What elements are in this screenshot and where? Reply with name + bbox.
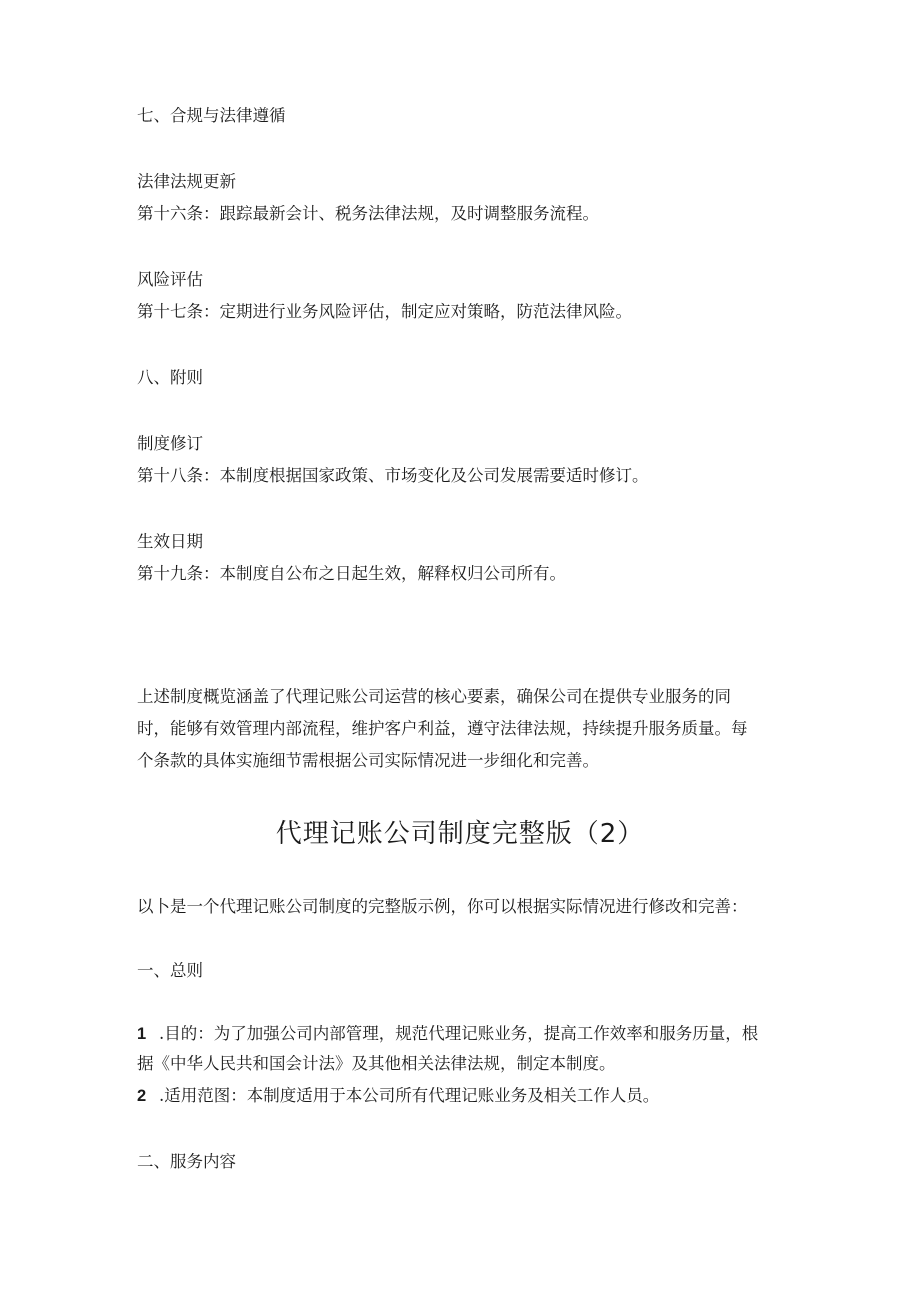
item-1-text: .目的：为了加强公司内部管理，规范代理记账业务，提高工作效率和服务历量，根 <box>159 1024 759 1043</box>
summary-line-2: 时，能够有效管理内部流程，维护客户利益，遵守法律法规，持续提升服务质量。每 <box>137 719 748 738</box>
doc2-item-2-line-1 <box>137 1086 659 1106</box>
item-2-text: .适用范图：本制度适用于本公司所有代理记账业务及相关工作人员。 <box>159 1086 660 1105</box>
section-7-sub1-title: 法律法规更新 <box>137 172 236 191</box>
summary-line-1: 上述制度概览涵盖了代理记账公司运营的核心要素，确保公司在提供专业服务的同 <box>137 687 731 706</box>
article-18-text: 第十八条：本制度根据国家政策、市场变化及公司发展需要适时修订。 <box>137 466 649 485</box>
doc2-item-1-line-1 <box>137 1024 758 1044</box>
doc2-section-1-heading: 一、总则 <box>137 961 203 980</box>
section-7-sub2-title: 风险评估 <box>137 270 203 289</box>
section-7-heading: 七、合规与法律遵循 <box>137 106 286 125</box>
section-8-sub2-title: 生效日期 <box>137 532 203 551</box>
article-19-text: 第十九条：本制度自公布之日起生效，解释权归公司所有。 <box>137 564 566 583</box>
doc2-title: 代理记账公司制度完整版（2） <box>275 819 645 849</box>
article-16-text: 第十六条：跟踪最新会计、税务法律法规，及时调整服务流程。 <box>137 204 599 223</box>
section-8-heading: 八、附则 <box>137 368 203 387</box>
article-17-text: 第十七条：定期进行业务风险评估，制定应对策略，防范法律风险。 <box>137 302 632 321</box>
item-1-number: 1 <box>137 1025 147 1043</box>
doc2-intro: 以卜是一个代理记账公司制度的完整版示例，你可以根据实际情况进行修改和完善： <box>137 897 748 916</box>
section-8-sub1-title: 制度修订 <box>137 434 203 453</box>
item-2-number: 2 <box>137 1087 147 1105</box>
doc2-section-2-heading: 二、服务内容 <box>137 1152 236 1171</box>
doc2-item-1-line-2: 据《中华人民共和国会计法》及其他相关法律法规，制定本制度。 <box>137 1054 616 1073</box>
summary-line-3: 个条款的具体实施细节需根据公司实际情况进一步细化和完善。 <box>137 751 599 770</box>
